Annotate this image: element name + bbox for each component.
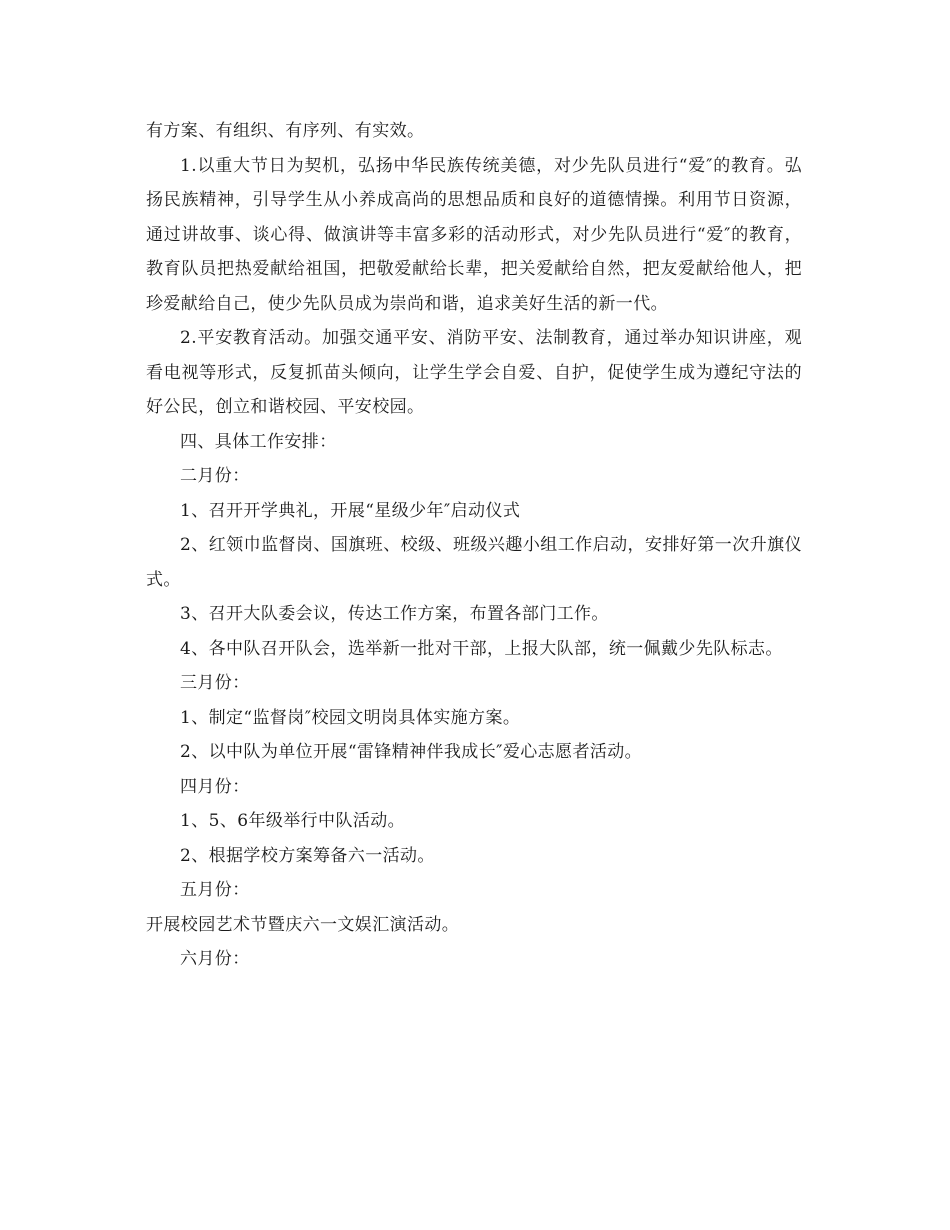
section-heading-schedule: 四、具体工作安排： bbox=[180, 431, 337, 452]
month-heading-june: 六月份： bbox=[180, 949, 250, 969]
paragraph-holiday-education: 1.以重大节日为契机，弘扬中华民族传统美德，对少先队员进行“爱″的教育。弘扬民族精神，引导学生从小养成高尚的思想品质和良好的道德情操。利用节日资源，通过讲故事、谈心得、做演讲等丰富多彩的活动形式，对少先队员进行“爱″的教育，教育队员把热爱献给祖国，把敬爱献给长辈，把关爱献给自然，把友爱献给他人，把珍爱献给自己，使少先队员成为崇尚和谐，追求美好生活的新一代。 bbox=[146, 155, 802, 314]
month-heading-may: 五月份： bbox=[180, 880, 250, 900]
list-item-may-1: 开展校园艺术节暨庆六一文娱汇演活动。 bbox=[146, 914, 460, 935]
list-item-mar-1: 1、制定“监督岗″校园文明岗具体实施方案。 bbox=[180, 707, 521, 728]
list-item-feb-3: 3、召开大队委会议，传达工作方案，布置各部门工作。 bbox=[180, 604, 609, 624]
month-heading-march: 三月份： bbox=[180, 673, 250, 693]
paragraph-safety-education: 2.平安教育活动。加强交通平安、消防平安、法制教育，通过举办知识讲座，观看电视等形式，反复抓苗头倾向，让学生学会自爱、自护，促使学生成为遵纪守法的好公民，创立和谐校园、平安校园。 bbox=[146, 328, 802, 417]
paragraph-intro-tail: 有方案、有组织、有序列、有实效。 bbox=[146, 121, 425, 141]
list-item-apr-2: 2、根据学校方案筹备六一活动。 bbox=[180, 845, 435, 866]
document-body bbox=[146, 114, 802, 977]
list-item-apr-1: 1、5、6年级举行中队活动。 bbox=[180, 811, 406, 831]
list-item-mar-2: 2、以中队为单位开展“雷锋精神伴我成长″爱心志愿者活动。 bbox=[180, 742, 643, 762]
list-item-feb-2: 2、红领巾监督岗、国旗班、校级、班级兴趣小组工作启动，安排好第一次升旗仪式。 bbox=[146, 535, 802, 590]
month-heading-april: 四月份： bbox=[180, 776, 250, 797]
list-item-feb-1: 1、召开开学典礼，开展“星级少年″启动仪式 bbox=[180, 500, 521, 521]
month-heading-february: 二月份： bbox=[180, 466, 250, 486]
list-item-feb-4: 4、各中队召开队会，选举新一批对干部，上报大队部，统一佩戴少先队标志。 bbox=[180, 638, 783, 659]
